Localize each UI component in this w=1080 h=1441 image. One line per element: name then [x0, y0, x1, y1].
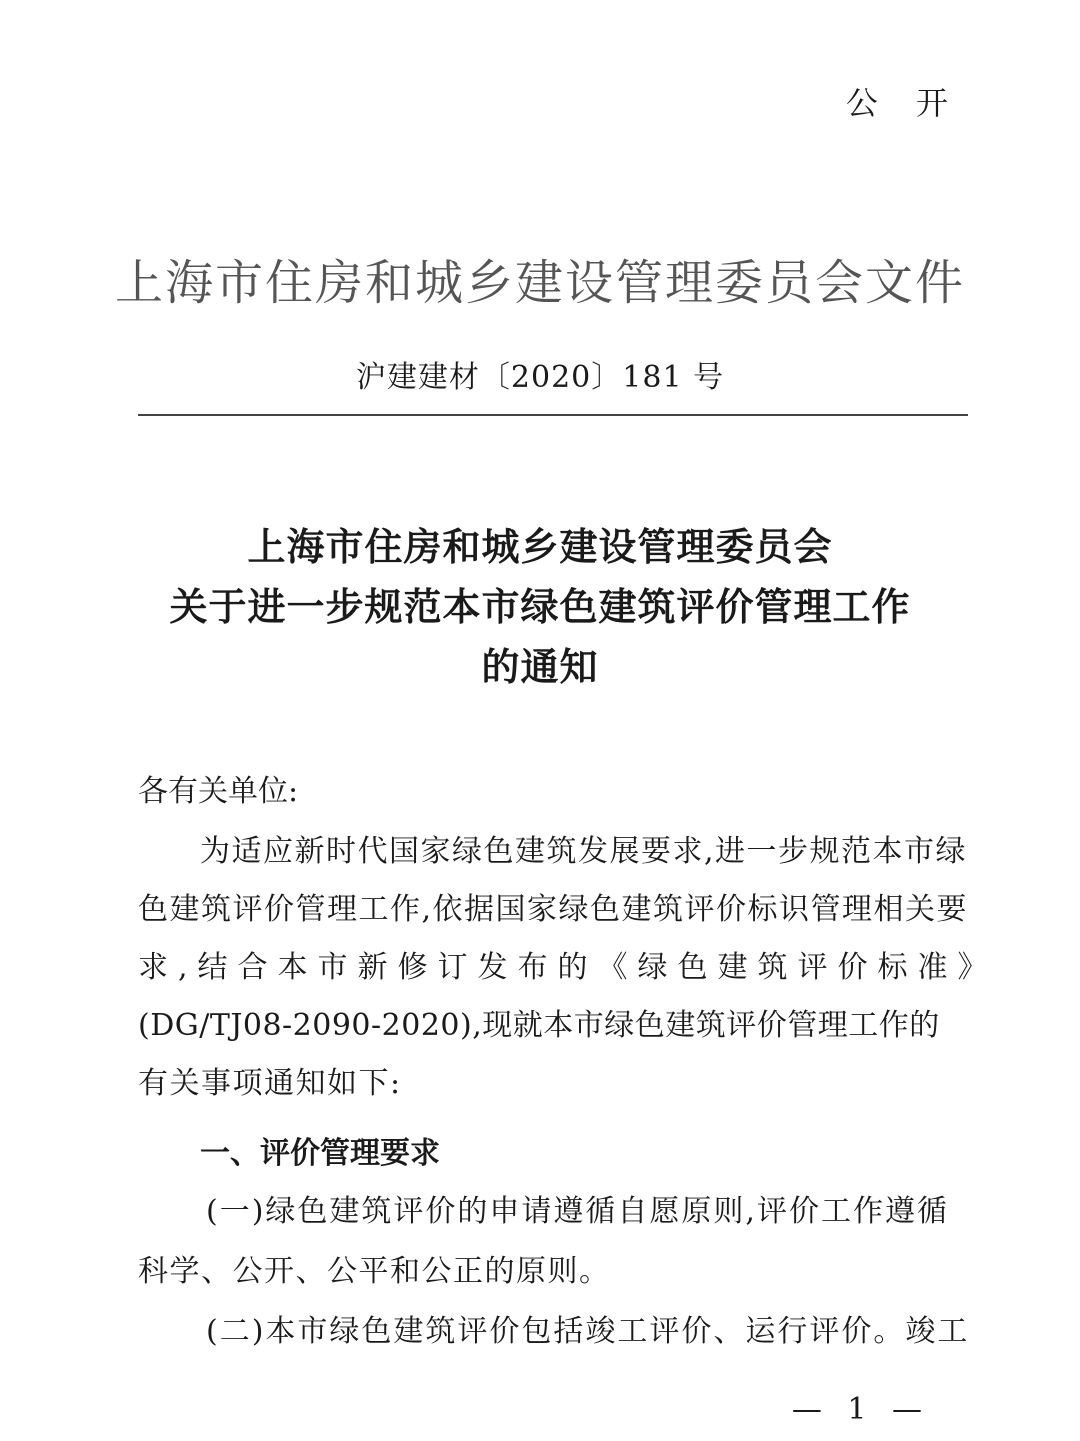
page-number: — 1 — — [791, 1392, 930, 1427]
item-2-line-1: (二)本市绿色建筑评价包括竣工评价、运行评价。竣工 — [206, 1314, 970, 1349]
paragraph-1-line-4: (DG/TJ08-2090-2020),现就本市绿色建筑评价管理工作的 — [138, 1008, 940, 1043]
header-divider — [138, 414, 968, 416]
item-1-line-1: (一)绿色建筑评价的申请遵循自愿原则,评价工作遵循 — [206, 1194, 949, 1229]
paragraph-1-line-5: 有关事项通知如下: — [138, 1066, 402, 1101]
section-heading-1: 一、评价管理要求 — [200, 1136, 440, 1171]
salutation: 各有关单位: — [138, 774, 299, 809]
paragraph-1-line-1: 为适应新时代国家绿色建筑发展要求,进一步规范本市绿 — [200, 834, 968, 869]
paragraph-1-line-3: 求,结合本市新修订发布的《绿色建筑评价标准》 — [138, 950, 998, 985]
title-line-1: 上海市住房和城乡建设管理委员会 — [247, 525, 833, 569]
title-line-2: 关于进一步规范本市绿色建筑评价管理工作 — [169, 585, 911, 629]
issuing-authority-header: 上海市住房和城乡建设管理委员会文件 — [114, 255, 965, 311]
disclosure-label: 公 开 — [845, 84, 962, 122]
document-number: 沪建建材〔2020〕181 号 — [355, 360, 725, 395]
item-1-line-2: 科学、公开、公平和公正的原则。 — [138, 1254, 611, 1289]
paragraph-1-line-2: 色建筑评价管理工作,依据国家绿色建筑评价标识管理相关要 — [138, 892, 969, 927]
title-line-3: 的通知 — [481, 645, 599, 689]
